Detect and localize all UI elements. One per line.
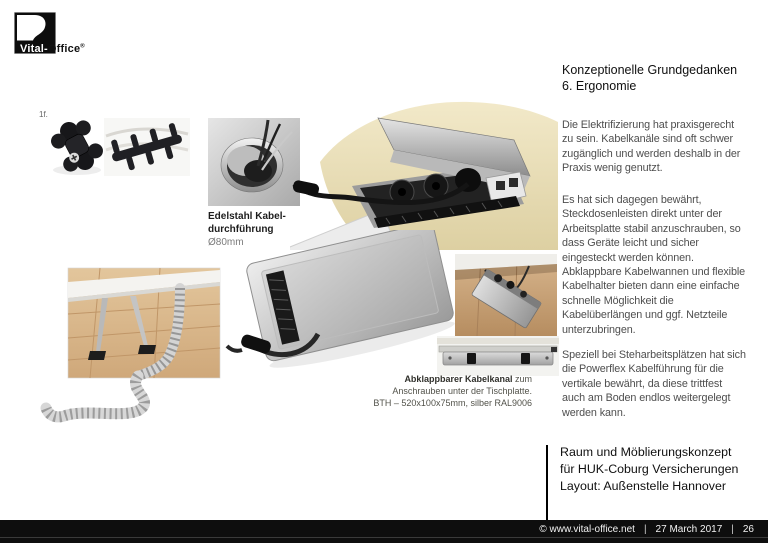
channel-caption-line2: Anschrauben unter der Tischplatte. [392,386,532,396]
fliptop-closed-photo [222,230,467,372]
powerflex-desk-photo [30,248,235,433]
project-line2: für HUK-Coburg Versicherungen [560,462,739,476]
footer-bar [0,520,768,543]
footer-separator: | [731,524,734,535]
channel-caption-line1: Abklappbarer Kabelkanal zum [404,374,532,384]
grommet-caption-line1: Edelstahl Kabel- [208,211,286,222]
footer-date: 27 March 2017 [655,524,723,535]
grommet-photo [208,118,300,206]
footer-copyright: © www.vital-office.net [539,524,635,535]
cable-spine-photo [104,118,190,176]
fliptop-open-photo [290,92,558,250]
grommet-caption-line2: durchführung [208,224,274,235]
footer-edge-line [0,537,768,538]
grommet-caption-size: Ø80mm [208,237,244,248]
channel-caption [336,373,532,409]
logo-text [20,43,85,55]
paragraph-1: Die Elektrifizierung hat praxisgerecht zu sein. Kabelkanäle sind oft schwer zugänglich und werden deshalb in der Praxis wenig genutzt. [562,119,741,175]
footer-page-number: 26 [742,524,754,535]
paragraph-3: Speziell bei Steharbeitsplätzen hat sich die Powerflex Kabelführung für die vertikale bewährt, da diese trittfest auch am Boden endlos weitergelegt werden kann. [562,349,746,419]
article-title-line1: Konzeptionelle Grundgedanken [562,63,738,77]
section-divider-line [546,445,548,520]
cable-tray-open-photo [455,254,557,336]
project-line1: Raum und Möblierungskonzept [560,445,732,459]
cable-clip-photo [44,116,110,180]
brand-suffix: Office [47,43,81,55]
project-line3: Layout: Außenstelle Hannover [560,479,727,493]
article-title-line2: 6. Ergonomie [562,79,637,93]
vital-office-logo [14,12,174,60]
registered-mark: ® [80,43,85,50]
paragraph-2: Es hat sich dagegen bewährt, Steckdosenleisten direkt unter der Arbeitsplatte stabil anzuschrauben, so dass Geräte leicht und sicher eingesteckt werden können. Abklappbare Kabelwannen und flexible Kabelhalter bieten dann eine einfache schnelle Möglichkeit die Kabelüberlängen und ggf. Netzteile unterzubringen. [562,194,746,336]
grommet-caption [208,210,308,249]
footer-separator: | [643,524,647,535]
brand-prefix: Vital- [20,43,48,55]
project-info [560,444,750,495]
channel-caption-line3: BTH – 520x100x75mm, silber RAL9006 [373,398,532,408]
cable-channel-photo [437,336,559,376]
article-title [562,62,752,94]
tiny-note: 1f. [39,110,48,119]
